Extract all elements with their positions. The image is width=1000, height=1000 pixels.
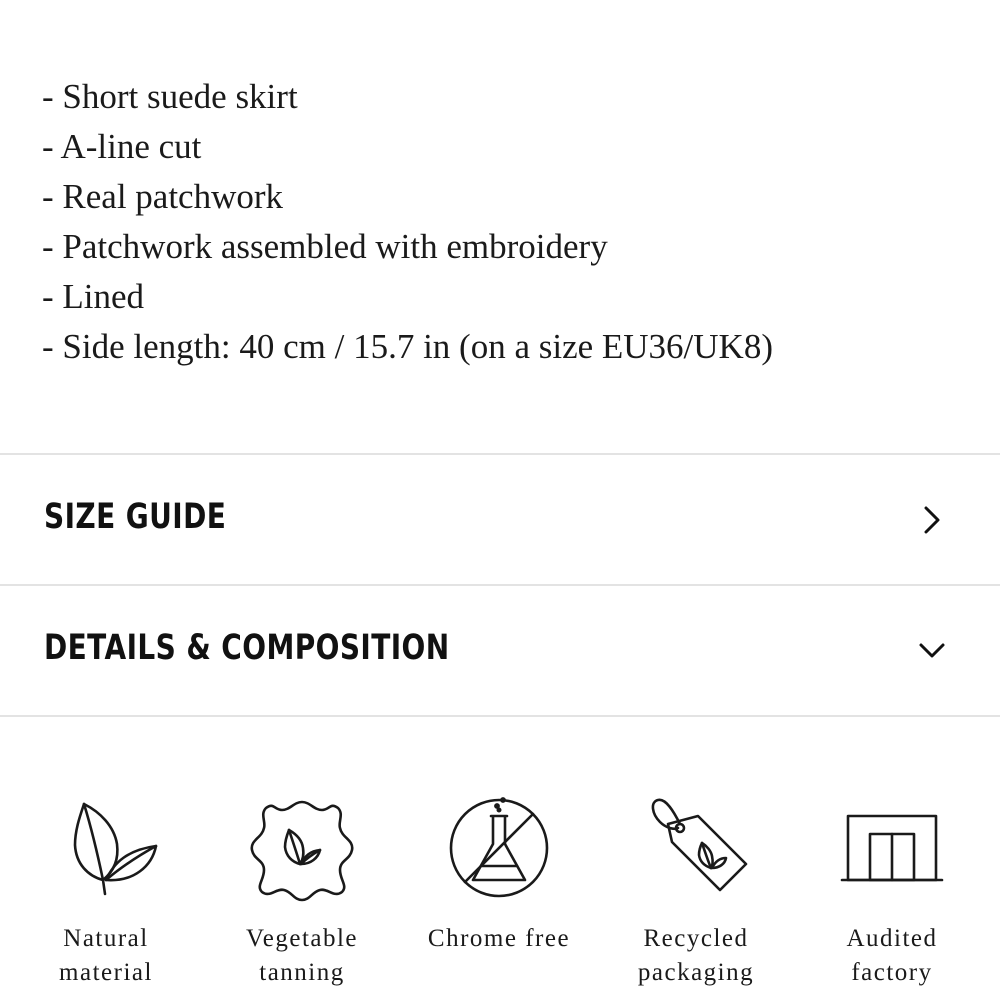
badge-label: Vegetable tanning [245,925,359,986]
divider [0,715,1000,717]
leaves-icon [48,790,164,906]
description-item: - Side length: 40 cm / 15.7 in (on a size EU36/UK8) [42,327,773,366]
chevron-right-icon [914,502,950,538]
details-composition-accordion[interactable] [0,586,1000,716]
chevron-down-icon [914,632,950,668]
tag-leaf-icon [638,790,754,906]
description-item: - Lined [42,277,145,316]
hide-leaf-icon [244,790,360,906]
badge-label: Chrome free [427,925,571,952]
description-item: - A-line cut [42,127,202,166]
badge-chrome-free [404,790,594,956]
badge-natural-material [11,790,201,990]
description-item: - Real patchwork [42,177,284,216]
badge-audited-factory [797,790,987,990]
factory-icon [834,790,950,906]
badge-vegetable-tanning [207,790,397,990]
no-chemical-flask-icon [441,790,557,906]
details-composition-title: DETAILS & COMPOSITION [44,628,450,668]
size-guide-accordion[interactable] [0,455,1000,585]
badge-label: Recycled packaging [637,925,755,986]
description-item: - Patchwork assembled with embroidery [42,227,608,266]
badge-recycled-packaging [601,790,791,990]
badge-label: Audited factory [846,925,938,986]
description-item: - Short suede skirt [42,77,298,116]
sustainability-badges [0,790,1000,1000]
product-description-list [42,72,773,372]
badge-label: Natural material [59,925,153,986]
size-guide-title: SIZE GUIDE [44,497,227,537]
